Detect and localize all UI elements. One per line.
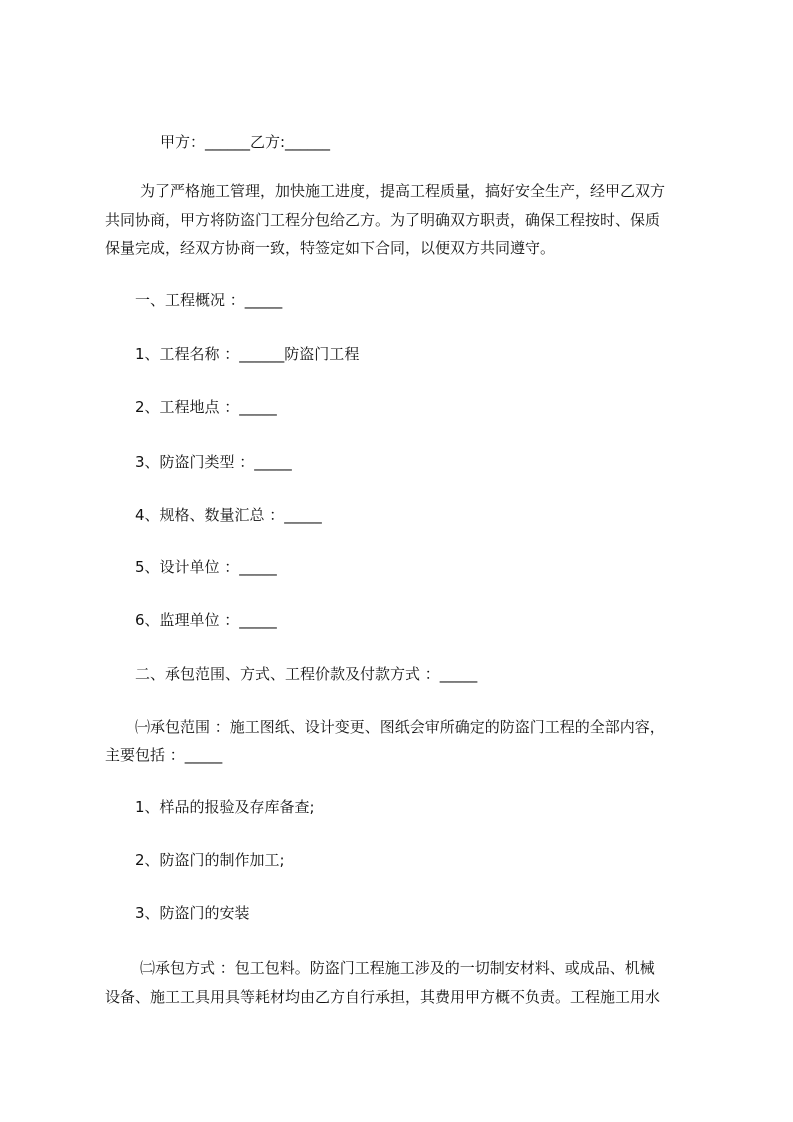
intro-line-2: 共同协商，甲方将防盗门工程分包给乙方。为了明确双方职责，确保工程按时、保质: [105, 211, 661, 229]
parties-line: 甲方：______乙方:______: [160, 133, 331, 151]
section1-item-1: 1、工程名称 ：______防盗门工程: [135, 345, 360, 363]
method-line-2: 设备、施工工具用具等耗材均由乙方自行承担，其费用甲方概不负责。工程施工用水: [105, 988, 661, 1006]
section1-item-2: 2、工程地点 ：_____: [135, 398, 277, 416]
section2-title: 二、承包范围、方式、工程价款及付款方式 ：_____: [135, 665, 478, 683]
scope-line-2: 主要包括 ：_____: [105, 746, 223, 764]
section1-item-5: 5、设计单位 ：_____: [135, 558, 277, 576]
section1-item-4: 4、规格、数量汇总 ：_____: [135, 506, 322, 524]
section1-item-6: 6、监理单位 ：_____: [135, 611, 277, 629]
scope-item-3: 3、防盗门的安装: [135, 904, 250, 922]
method-line-1: ㈡承包方式 ：包工包料。防盗门工程施工涉及的一切制安材料、或成品、机械: [140, 959, 655, 977]
section1-item-3: 3、防盗门类型 ：_____: [135, 453, 292, 471]
section1-title: 一、工程概况 ：_____: [135, 291, 283, 309]
intro-line-1: 为了严格施工管理，加快施工进度，提高工程质量，搞好安全生产，经甲乙双方: [140, 182, 666, 200]
scope-item-1: 1、样品的报验及存库备查;: [135, 798, 315, 816]
intro-line-3: 保量完成，经双方协商一致，特签定如下合同，以便双方共同遵守。: [105, 239, 556, 257]
scope-line-1: ㈠承包范围 ：施工图纸、设计变更、图纸会审所确定的防盗门工程的全部内容，: [135, 718, 665, 736]
scope-item-2: 2、防盗门的制作加工;: [135, 851, 285, 869]
